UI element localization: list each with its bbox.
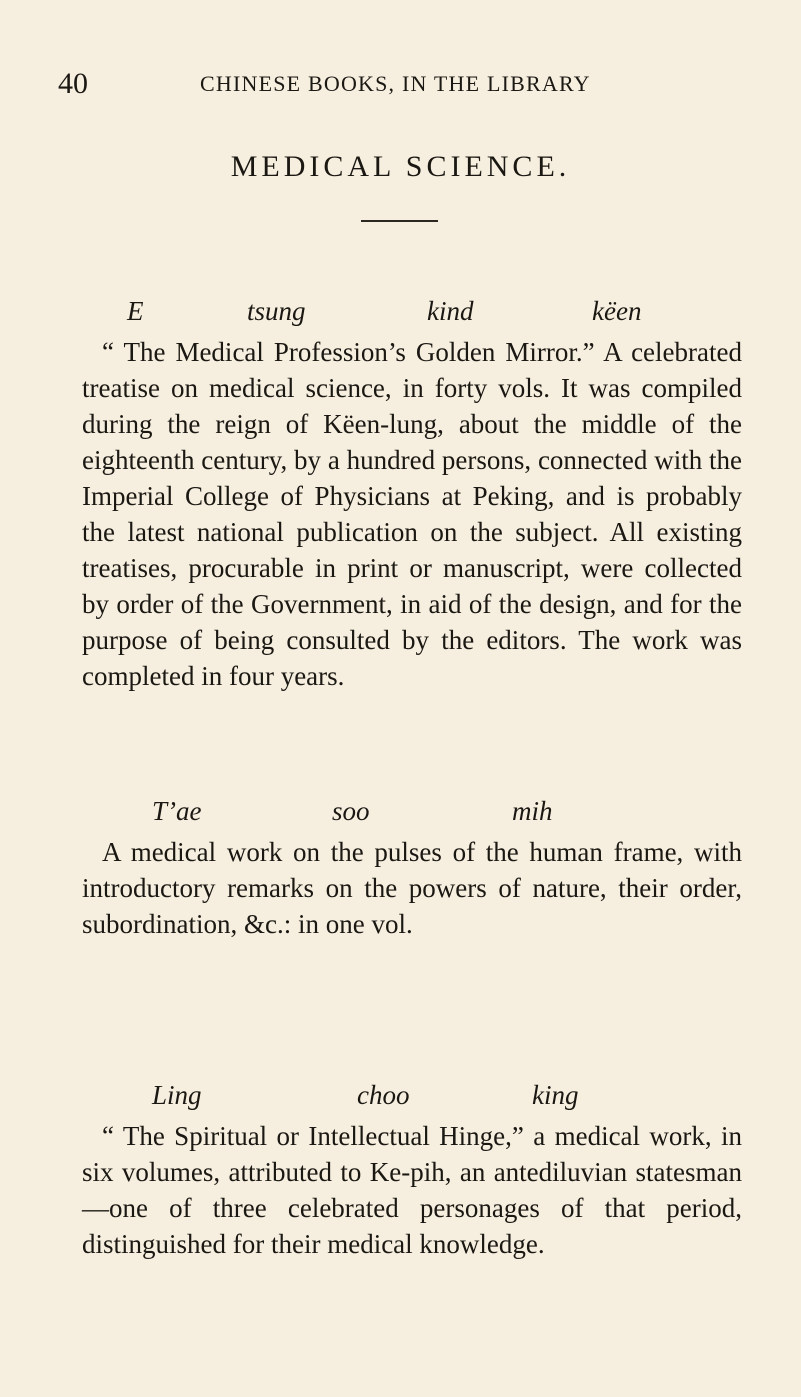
romanized-word: choo <box>357 1080 410 1110</box>
entry-description: “ The Spiritual or Intellectual Hinge,” a medical work, in six volumes, attributed to Ke-pih, an antediluvian statesman—one of three celebrated personages of that period, distinguished for their medical knowledge. <box>82 1121 742 1259</box>
running-head: CHINESE BOOKS, IN THE LIBRARY <box>200 71 591 96</box>
romanized-word: tsung <box>247 296 306 326</box>
section-title: MEDICAL SCIENCE. <box>230 150 571 183</box>
romanized-word: kind <box>427 296 474 326</box>
page-header <box>58 64 738 104</box>
romanized-title <box>82 792 742 830</box>
romanized-word: E <box>127 296 144 326</box>
catalog-entry <box>82 792 742 942</box>
entry-description: “ The Medical Profession’s Golden Mirror.” A celebrated treatise on medical science, in forty vols. It was compiled during the reign of Këen-lung, about the middle of the eighteenth century, by a hundred persons, connected with the Imperial College of Physicians at Peking, and is probably the latest national publication on the subject. All existing treatises, procurable in print or manuscript, were collected by order of the Government, in aid of the design, and for the purpose of being consulted by the editors. The work was completed in four years. <box>82 337 742 691</box>
romanized-word: soo <box>332 796 370 826</box>
romanized-word: T’ae <box>152 796 202 826</box>
romanized-title <box>82 292 742 330</box>
romanized-word: Ling <box>152 1080 202 1110</box>
entry-description: A medical work on the pulses of the human frame, with introductory remarks on the powers of nature, their order, subordination, &c.: in one vol. <box>82 837 742 939</box>
romanized-word: king <box>532 1080 579 1110</box>
catalog-entry <box>82 292 742 694</box>
page-number: 40 <box>58 67 88 100</box>
section-divider <box>361 220 438 222</box>
catalog-entry <box>82 1076 742 1262</box>
romanized-word: këen <box>592 296 642 326</box>
romanized-title <box>82 1076 742 1114</box>
romanized-word: mih <box>512 796 553 826</box>
